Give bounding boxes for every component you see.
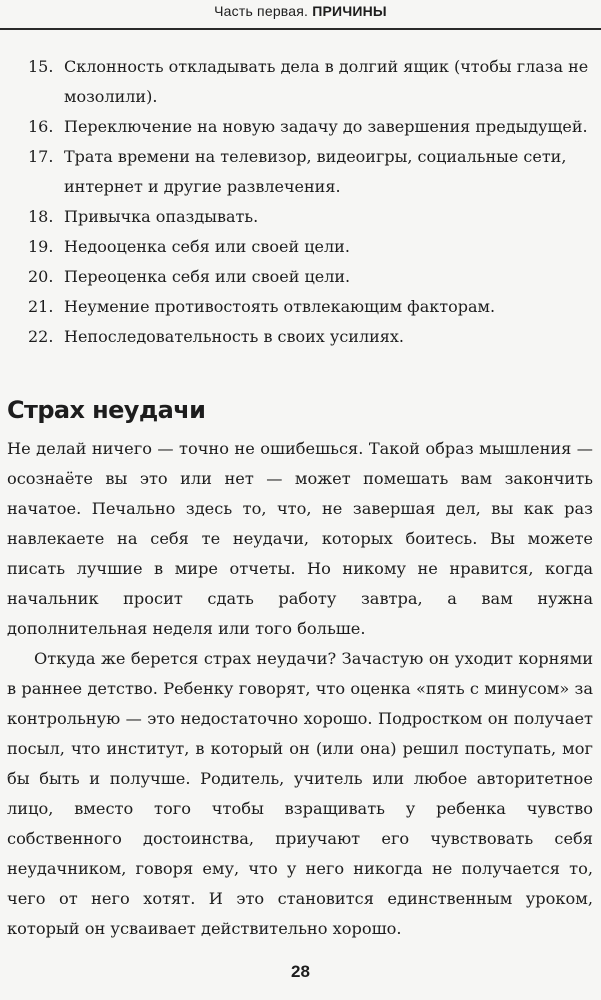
list-item	[0, 292, 601, 322]
list-item-text: Неумение противостоять отвлекающим факторам.	[64, 297, 496, 316]
list-item	[0, 322, 601, 352]
list-item	[0, 202, 601, 232]
causes-list	[0, 52, 601, 352]
running-header	[0, 0, 601, 22]
list-item-number: 16.	[28, 117, 54, 136]
paragraph: Откуда же берется страх неудачи? Зачастую он уходит корнями в раннее детство. Ребенку говорят, что оценка «пять с минусом» за контрольную — это недостаточно хорошо. Подростком он получает посыл, что институт, в который он (или она) решил поступать, мог бы быть и получше. Родитель, учитель или любое авторитетное лицо, вместо того чтобы взращивать у ребенка чувство собственного достоинства, приучают его чувствовать себя неудачником, говоря ему, что у него никогда не получается то, чего от него хотят. И это становится единственным уроком, который он усваивает действительно хорошо.	[7, 649, 593, 938]
list-item-number: 15.	[28, 57, 54, 76]
list-item	[0, 52, 601, 112]
list-item-text: Переоценка себя или своей цели.	[64, 267, 351, 286]
list-item-number: 19.	[28, 237, 54, 256]
list-item-number: 20.	[28, 267, 54, 286]
list-item-text: Трата времени на телевизор, видеоигры, социальные сети, интернет и другие развлечения.	[64, 147, 567, 196]
section-body	[7, 434, 593, 944]
list-item-number: 18.	[28, 207, 54, 226]
chapter-title: ПРИЧИНЫ	[312, 3, 387, 19]
paragraph: Не делай ничего — точно не ошибешься. Такой образ мышления — осознаёте вы это или нет — может помешать вам закончить начатое. Печально здесь то, что, не завершая дел, вы как раз навлекаете на себя те неудачи, которых боитесь. Вы можете писать лучшие в мире отчеты. Но никому не нравится, когда начальник просит сдать работу завтра, а вам нужна дополнительная неделя или того больше.	[7, 439, 593, 638]
list-item-number: 17.	[28, 147, 54, 166]
part-label: Часть первая.	[214, 3, 309, 19]
list-item-number: 21.	[28, 297, 54, 316]
header-rule	[0, 28, 601, 30]
list-item-text: Недооценка себя или своей цели.	[64, 237, 350, 256]
list-item-text: Непоследовательность в своих усилиях.	[64, 327, 404, 346]
section-heading: Страх неудачи	[7, 396, 206, 424]
list-item	[0, 112, 601, 142]
list-item	[0, 232, 601, 262]
list-item-text: Переключение на новую задачу до завершения предыдущей.	[64, 117, 588, 136]
list-item-text: Привычка опаздывать.	[64, 207, 259, 226]
page-number: 28	[291, 962, 310, 981]
list-item-text: Склонность откладывать дела в долгий ящик (чтобы глаза не мозолили).	[64, 57, 589, 106]
list-item-number: 22.	[28, 327, 54, 346]
list-item	[0, 142, 601, 202]
list-item	[0, 262, 601, 292]
